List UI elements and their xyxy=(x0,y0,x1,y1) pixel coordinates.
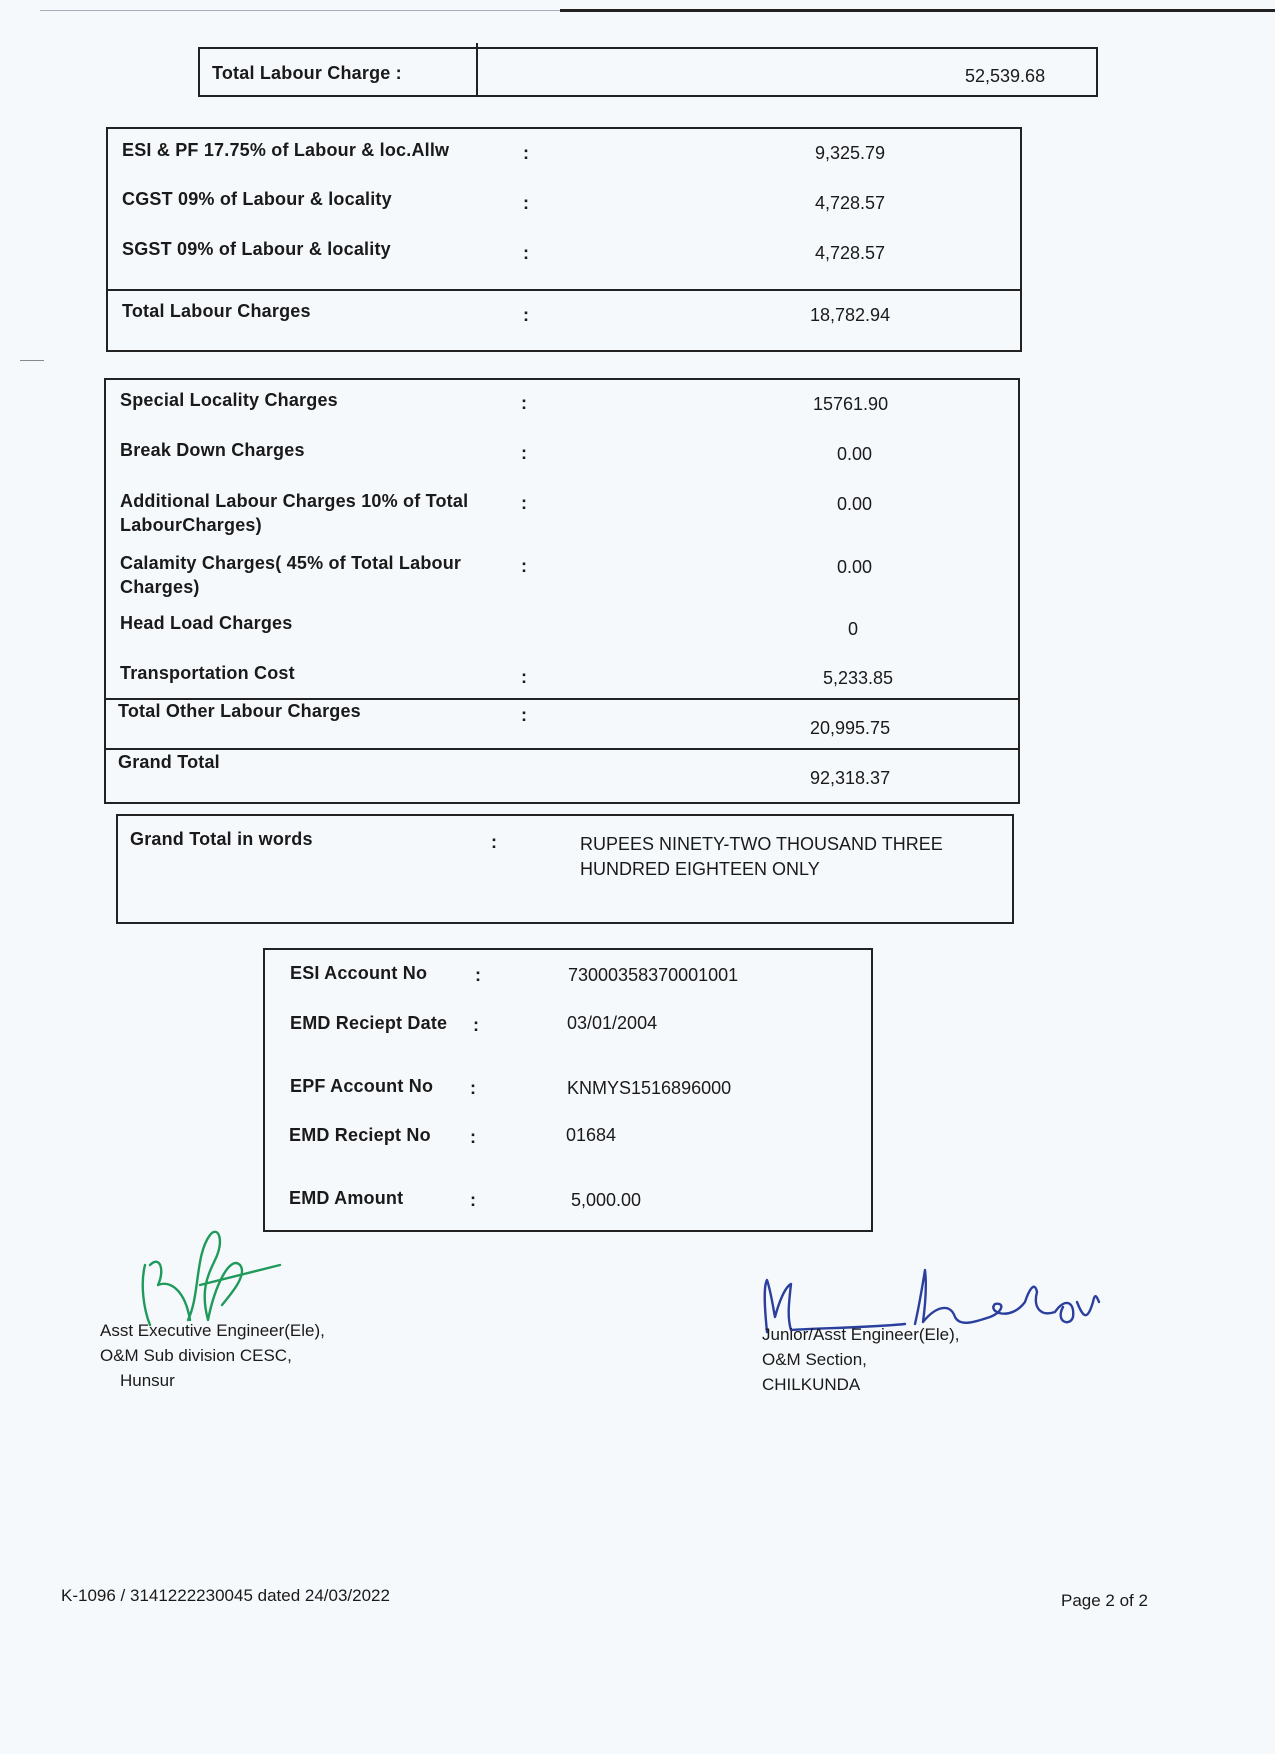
total-labour-charge-divider xyxy=(476,43,478,97)
other-row-value: 5,233.85 xyxy=(823,668,894,688)
grand-total-label: Grand Total xyxy=(118,752,220,772)
account-row-colon: : xyxy=(475,965,481,985)
grand-total-words-box xyxy=(116,814,1014,924)
account-info-box xyxy=(263,948,873,1232)
tax-row-value: 9,325.79 xyxy=(815,143,886,163)
other-total-colon: : xyxy=(521,705,527,725)
left-signatory-line3: Hunsur xyxy=(120,1371,175,1390)
other-row-label: Head Load Charges xyxy=(120,613,293,633)
other-total-label: Total Other Labour Charges xyxy=(118,701,361,721)
tax-row-colon: : xyxy=(523,143,529,163)
account-row-value: 5,000.00 xyxy=(571,1190,642,1210)
account-row-label: EMD Reciept Date xyxy=(290,1013,448,1033)
other-total-value: 20,995.75 xyxy=(810,718,891,738)
right-signatory-line2: O&M Section, xyxy=(762,1350,867,1369)
footer-reference: K-1096 / 3141222230045 dated 24/03/2022 xyxy=(61,1586,390,1605)
tax-row-value: 4,728.57 xyxy=(815,193,886,213)
total-labour-charge-value: 52,539.68 xyxy=(965,66,1046,86)
tax-row-label: SGST 09% of Labour & locality xyxy=(122,239,391,259)
other-row-colon: : xyxy=(521,667,527,687)
tax-section-box xyxy=(106,127,1022,352)
other-row-label: Additional Labour Charges 10% of Total LabourCharges) xyxy=(120,491,469,535)
grand-total-words-value: RUPEES NINETY-TWO THOUSAND THREE HUNDRED EIGHTEEN ONLY xyxy=(580,834,943,879)
other-row-label: Special Locality Charges xyxy=(120,390,338,410)
total-labour-charge-box xyxy=(198,47,1098,97)
other-row-value: 0 xyxy=(848,619,859,639)
other-row-colon: : xyxy=(521,556,527,576)
account-row-value: 03/01/2004 xyxy=(567,1013,658,1033)
scan-top-edge xyxy=(560,9,1275,12)
other-row-value: 0.00 xyxy=(837,444,873,464)
grand-total-value: 92,318.37 xyxy=(810,768,891,788)
tax-row-label: CGST 09% of Labour & locality xyxy=(122,189,392,209)
right-signatory-line1: Junior/Asst Engineer(Ele), xyxy=(762,1325,960,1344)
left-signature xyxy=(130,1225,290,1335)
other-row-value: 0.00 xyxy=(837,494,873,514)
account-row-colon: : xyxy=(470,1078,476,1098)
account-row-colon: : xyxy=(470,1190,476,1210)
tax-total-label: Total Labour Charges xyxy=(122,301,311,321)
other-row-value: 15761.90 xyxy=(813,394,889,414)
account-row-label: EMD Reciept No xyxy=(289,1125,431,1145)
other-row-colon: : xyxy=(521,443,527,463)
left-signatory-line2: O&M Sub division CESC, xyxy=(100,1346,292,1365)
right-signatory-line3: CHILKUNDA xyxy=(762,1375,861,1394)
grand-total-divider xyxy=(106,748,1018,750)
account-row-value: 01684 xyxy=(566,1125,617,1145)
account-row-colon: : xyxy=(470,1127,476,1147)
other-row-colon: : xyxy=(521,493,527,513)
scan-top-edge-faint xyxy=(40,10,560,11)
grand-total-words-label: Grand Total in words xyxy=(130,829,313,849)
other-row-label: Transportation Cost xyxy=(120,663,295,683)
tax-total-divider xyxy=(108,289,1020,291)
tax-total-colon: : xyxy=(523,305,529,325)
total-labour-charge-label: Total Labour Charge : xyxy=(212,63,402,83)
other-row-label: Break Down Charges xyxy=(120,440,305,460)
other-total-divider xyxy=(106,698,1018,700)
tax-row-colon: : xyxy=(523,243,529,263)
account-row-label: EMD Amount xyxy=(289,1188,404,1208)
account-row-label: EPF Account No xyxy=(290,1076,434,1096)
tax-total-value: 18,782.94 xyxy=(810,305,891,325)
other-charges-box xyxy=(104,378,1020,804)
grand-total-words-colon: : xyxy=(491,832,497,852)
footer-page-number: Page 2 of 2 xyxy=(1061,1591,1148,1610)
tax-row-colon: : xyxy=(523,193,529,213)
account-row-label: ESI Account No xyxy=(290,963,428,983)
account-row-value: KNMYS1516896000 xyxy=(567,1078,732,1098)
account-row-value: 73000358370001001 xyxy=(568,965,739,985)
scan-left-mark xyxy=(20,360,44,361)
other-row-value: 0.00 xyxy=(837,557,873,577)
account-row-colon: : xyxy=(473,1015,479,1035)
other-row-colon: : xyxy=(521,393,527,413)
tax-row-label: ESI & PF 17.75% of Labour & loc.Allw xyxy=(122,140,450,160)
other-row-label: Calamity Charges( 45% of Total Labour Charges) xyxy=(120,553,462,597)
left-signatory-line1: Asst Executive Engineer(Ele), xyxy=(100,1321,325,1340)
tax-row-value: 4,728.57 xyxy=(815,243,886,263)
